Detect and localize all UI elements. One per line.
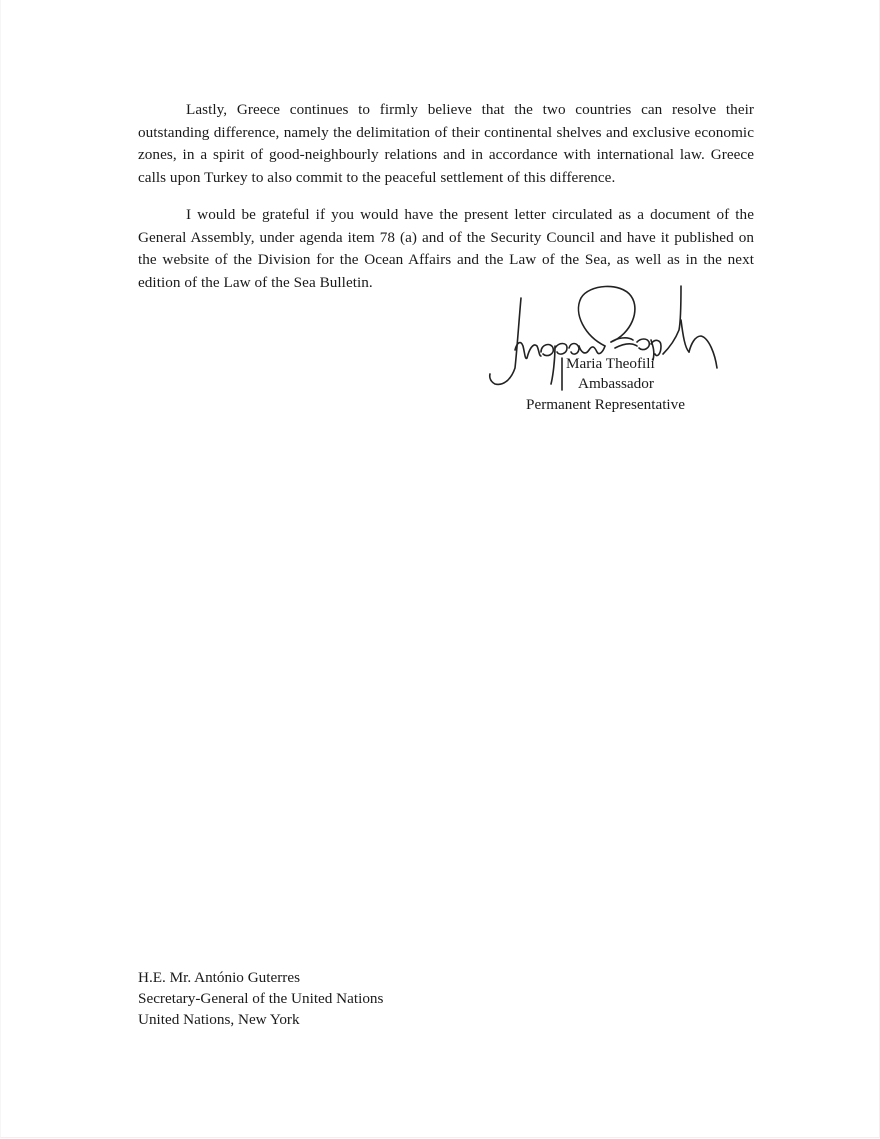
signatory-role: Permanent Representative	[526, 396, 685, 413]
addressee-position: Secretary-General of the United Nations	[138, 990, 384, 1007]
signatory-name: Maria Theofili	[566, 355, 655, 372]
addressee-location: United Nations, New York	[138, 1011, 300, 1028]
signatory-title: Ambassador	[578, 375, 654, 392]
paragraph-text: Lastly, Greece continues to firmly believe that the two countries can resolve their outstanding difference, namely the delimitation of their continental shelves and exclusive economic zones, in a spirit of good-neighbourly relations and in accordance with international law. Greece calls upon Turkey to also commit to the peaceful settlement of this difference.	[138, 101, 754, 186]
paragraph-text: I would be grateful if you would have the present letter circulated as a document of the General Assembly, under agenda item 78 (a) and of the Security Council and have it published on the website of the Division for the Ocean Affairs and the Law of the Sea, as well as in the next edition of the Law of the Sea Bulletin.	[138, 206, 754, 291]
addressee-name: H.E. Mr. António Guterres	[138, 969, 300, 986]
paragraph-closing-statement	[138, 99, 754, 189]
addressee-block	[138, 967, 383, 1030]
